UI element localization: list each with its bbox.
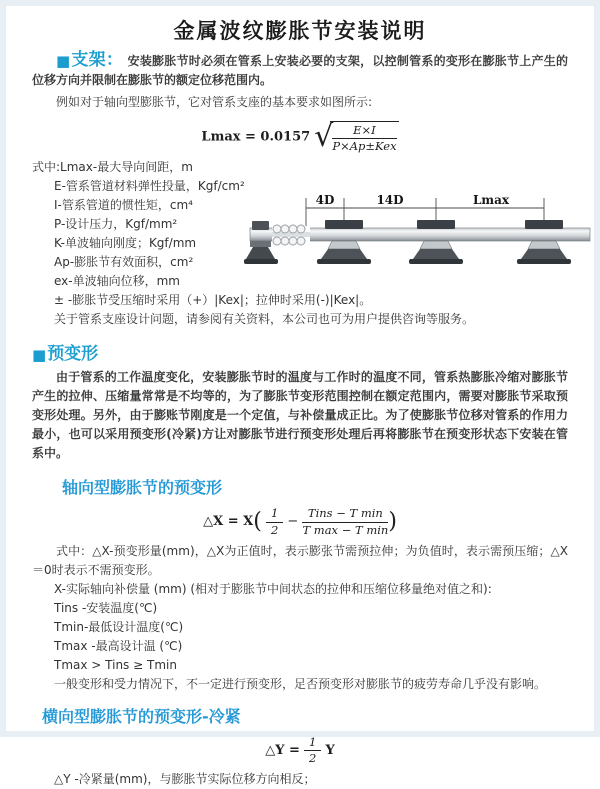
half-numerator: 1 [266,507,283,522]
section-marker-icon: ■ [32,346,47,365]
page-title: 金属波纹膨胀节安装说明 [173,19,427,43]
axial-notes [32,542,568,694]
support-lead-text: 安装膨胀节时必须在管系上安装必要的支架，以控制管系的变形在膨胀节上产生的位移方向并限制在膨胀节的额定位移范围内。 [32,54,568,87]
preform-section-title: 预变形 [47,344,99,365]
formula-lmax [6,121,594,153]
formula-lateral-denominator: 2 [309,751,317,766]
support-section-intro [32,51,568,90]
axial-note-item: Tmax -最高设计温 (℃) [54,638,183,653]
section-marker-icon: ■ [56,52,71,70]
half-denominator: 2 [270,522,279,537]
support-spacing-diagram [244,191,596,285]
closing-note: 关于管系支座设计问题，请参阅有关资料，本公司也可为用户提供咨询等服务。 [54,312,475,327]
definition-item: ex-单波轴向位移，mm [54,274,180,289]
radical-sign: √ [314,119,334,155]
formula-axial-numerator: Tins − T min [302,507,388,522]
formula-axial [6,507,594,536]
formula-axial-lhs: △X = X [203,514,254,530]
definition-item: P-设计压力，Kgf/mm² [54,217,178,232]
radical-body [330,121,398,153]
formula-axial-denominator: T max − T min [302,522,389,537]
dim-label-4d: 4D [315,193,335,207]
formula-lateral [6,736,594,765]
saddle-support-icon [409,220,463,264]
support-example-text: 例如对于轴向型膨胀节，它对管系支座的基本要求如图所示: [56,95,373,109]
axial-note-item: Tmin-最低设计温度(℃) [54,619,184,634]
lateral-sub-heading: 横向型膨胀节的预变形-冷紧 [42,706,241,726]
axial-note-item: Tins -安装温度(℃) [54,600,158,615]
axial-sub-heading: 轴向型膨胀节的预变形 [62,478,223,498]
plus-minus-note: ± -膨胀节受压缩时采用（+）|Kex|；拉伸时采用(-)|Kex|。 [54,293,372,308]
close-paren: ) [388,509,397,535]
lateral-notes [32,770,568,789]
formula-lateral-tail: Y [325,743,335,759]
axial-note-item: 一般变形和受力情况下，不一定进行预变形，足否预变形对膨胀节的疲劳寿命几乎没有影响。 [54,676,547,691]
definition-item: I-管系管道的惯性矩，cm⁴ [54,198,193,213]
saddle-support-icon [317,220,371,264]
definition-item: E-管系管道材料弹性投量，Kgf/cm² [54,179,245,194]
support-section-title: 支架： [71,50,124,70]
minus-sign: − [287,514,299,530]
bellows-icon [272,225,310,245]
lateral-note: △Y -冷紧量(mm)，与膨胀节实际位移方向相反； [54,772,316,787]
axial-note-item: Tmax > Tins ≥ Tmin [54,657,177,672]
dim-label-lmax: Lmax [472,193,510,207]
formula-lmax-numerator: E×I [332,124,396,139]
saddle-support-icon [517,220,571,264]
formula-lateral-lhs: △Y = [265,743,300,759]
definition-item: Ap-膨胀节有效面积，cm² [54,255,194,270]
open-paren: ( [253,509,262,535]
definition-where: 式中:Lmax-最大导向间距，m [32,160,193,175]
axial-where-note: 式中：△X-预变形量(mm)，△X为正值时，表示膨张节需预拉伸；为负值时，表示需预压缩；△X＝0时表示不需预变形。 [32,543,568,577]
preform-body-text: 由于管系的工作温度变化，安装膨胀节时的温度与工作时的温度不同，管系热膨胀冷缩对膨胀节产生的拉伸、压缩量常常是不均等的，为了膨胀节变形范围控制在额定范围内，需要对膨胀节采取预变形处理。另外，由于膨账节刚度是一个定值，与补偿量成正比。为了使膨胀节位移对管系的作用力最小，也可以采用预变形(冷紧)方让对膨胀节进行预变形处理后再将膨胀节在预变形状态下安装在管系中。 [32,370,568,461]
formula-lateral-numerator: 1 [304,736,321,751]
dim-label-14d: 14D [376,193,404,207]
formula-lmax-denominator: P×Ap±Kex [332,139,397,154]
formula-lmax-lead: Lmax = 0.0157 [201,129,311,145]
definition-item: K-单波轴向刚度；Kgf/mm [54,236,197,251]
preform-section-heading [32,339,568,364]
axial-note-item: X-实际轴向补偿量 (mm) (相对于膨胀节中间状态的拉伸和压缩位移量绝对值之和): [54,581,492,596]
